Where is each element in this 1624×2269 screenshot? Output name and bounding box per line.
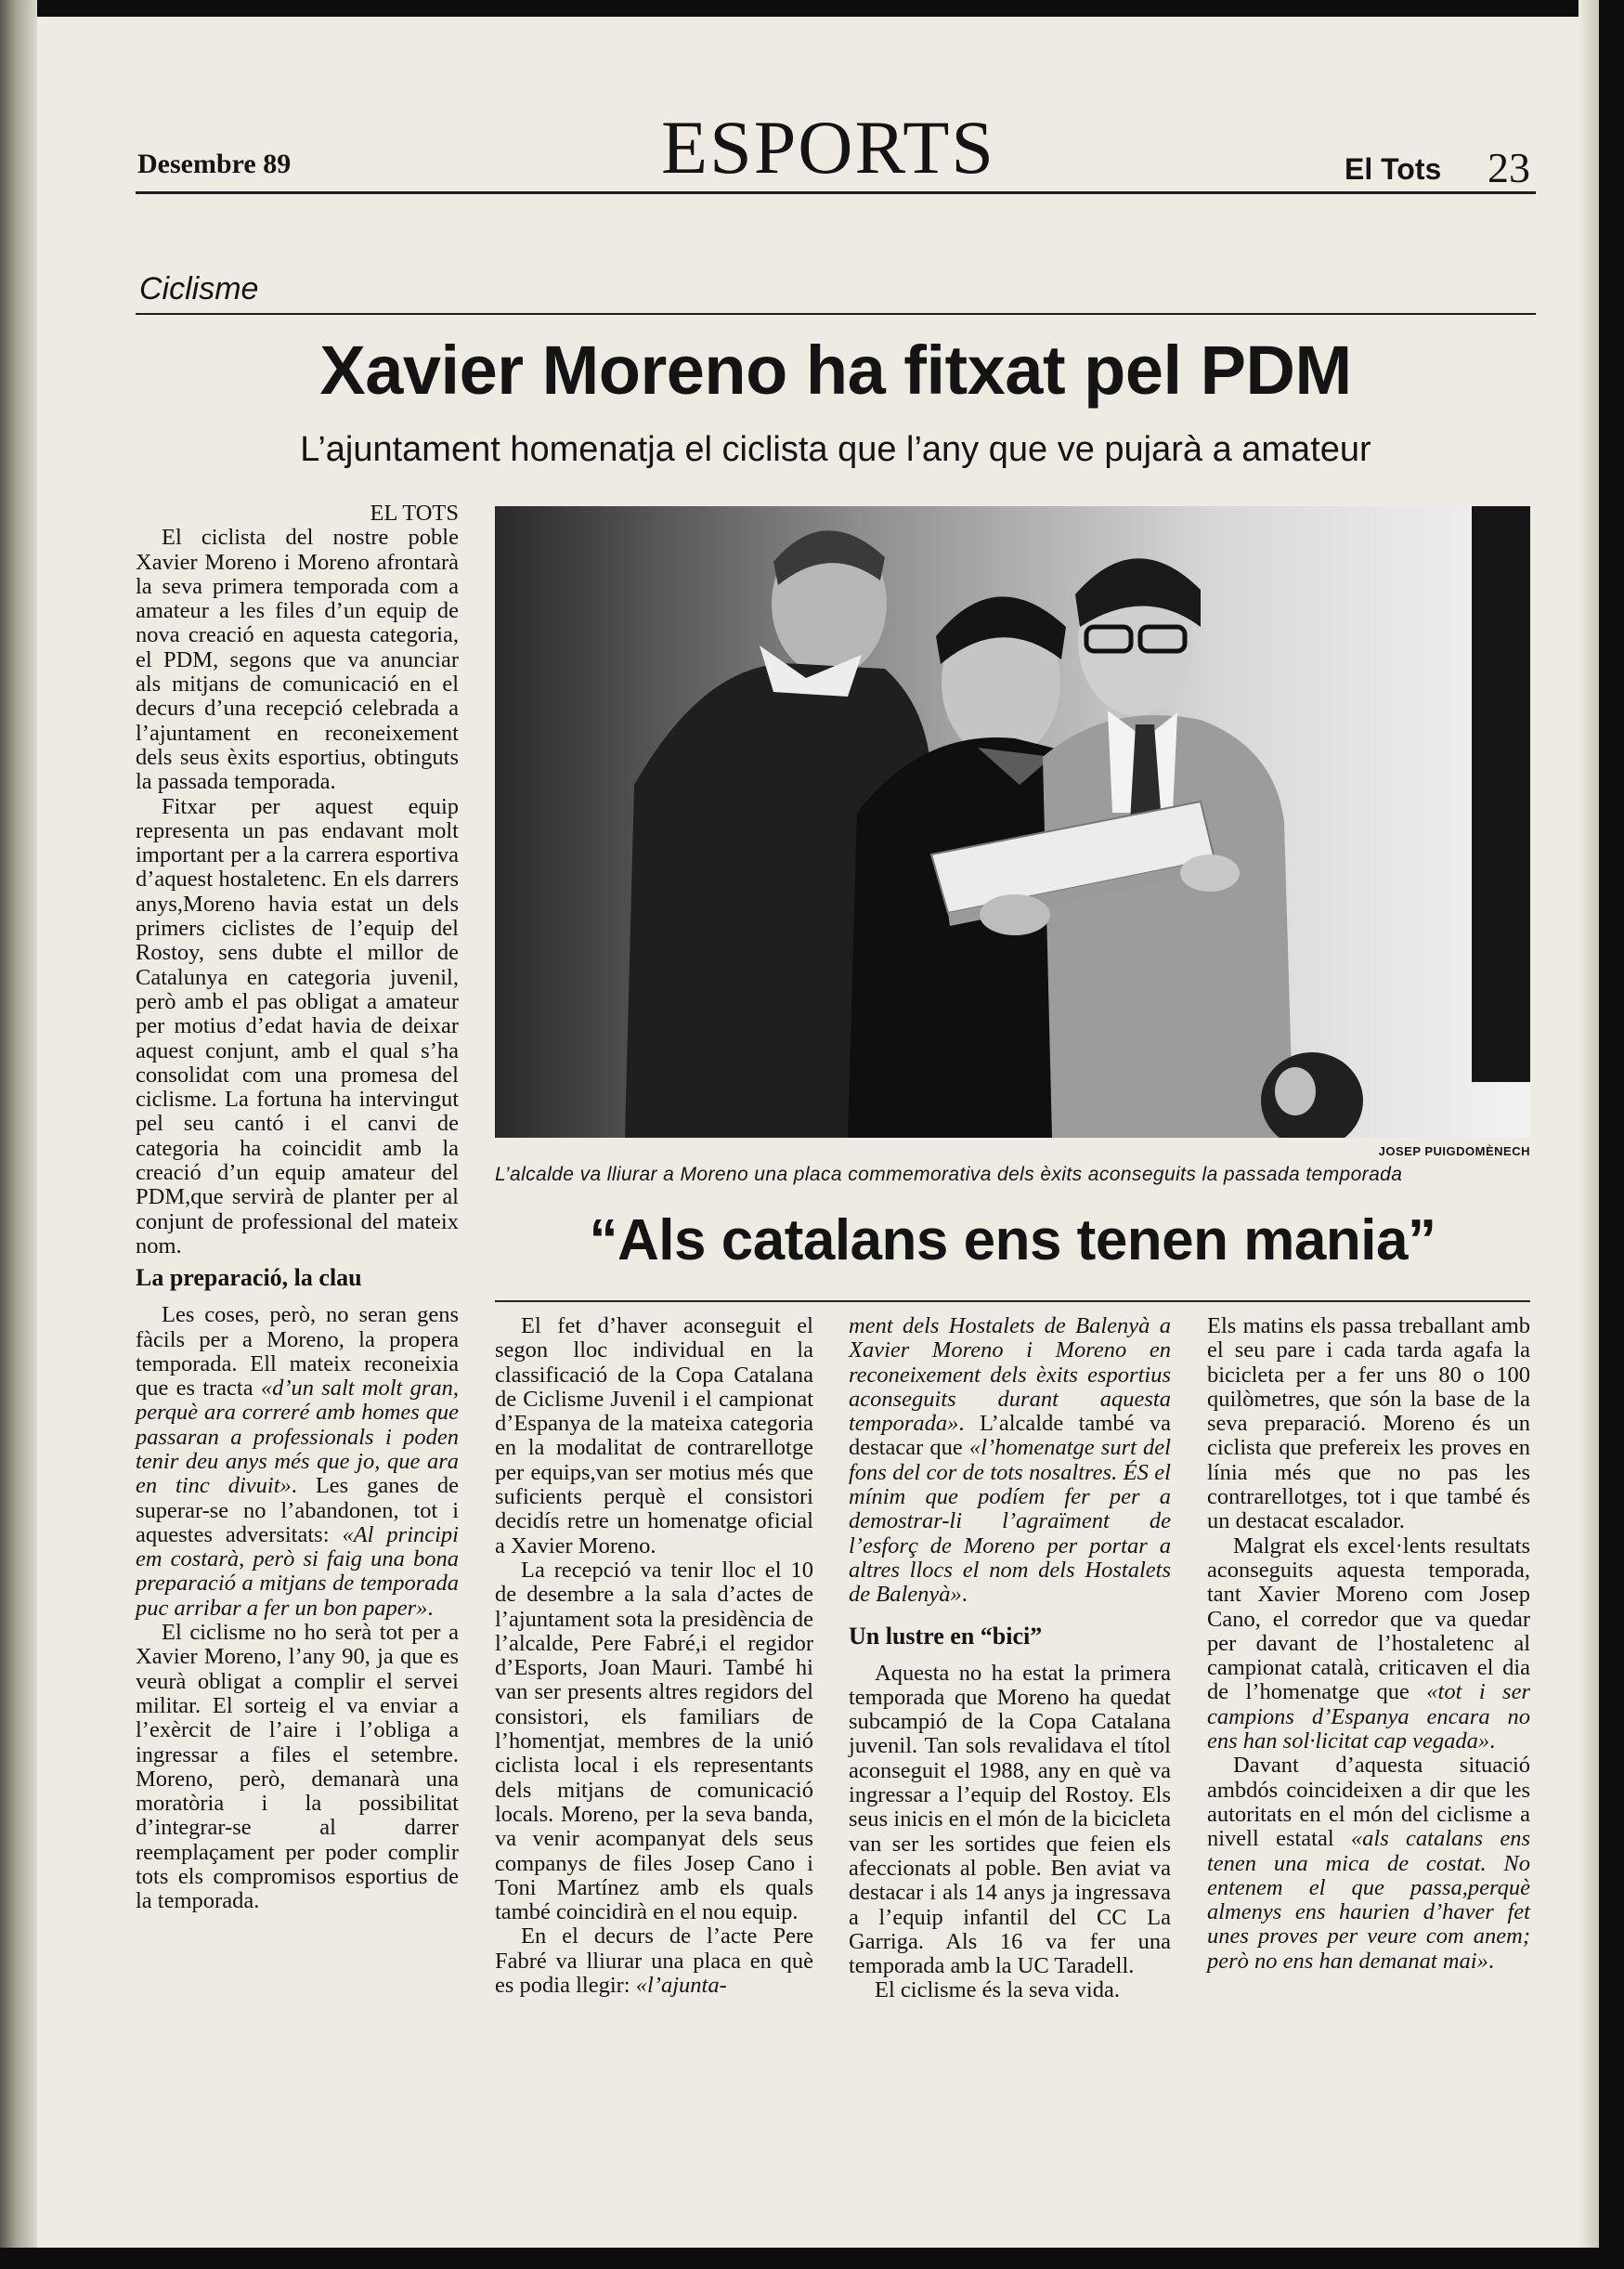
section-title: ESPORTS: [661, 105, 995, 189]
paragraph: El fet d’haver aconseguit el segon lloc individual en la classificació de la Copa Catalana de Ciclisme Juvenil i el campionat d’Espanya de la mateixa categoria en la modalitat de contrarellotge per equips,van ser motius més que suficients perquè el consistori decidís retre un homenatge oficial a Xavier Moreno.: [495, 1313, 813, 1558]
article-column-1: [136, 502, 459, 1914]
scan-border-top: [0, 0, 1624, 17]
paragraph: Les coses, però, no seran gens fàcils per a Moreno, la propera temporada. Ell mateix reconeixia que es tracta «d’un salt molt gran, perquè ara correré amb homes que passaran a professionals i poden tenir deu anys més que jo, que ara en tinc divuit». Les ganes de superar-se no l’abandonen, tot i aquestes adversitats: «Al principi em costarà, però si faig una bona preparació a mitjans de temporada puc arribar a fer un bon paper».: [136, 1302, 459, 1621]
paragraph: Fitxar per aquest equip representa un pas endavant molt important per a la carrera esportiva d’aquest hostaletenc. En els darrers anys,Moreno havia estat un dels primers ciclistes de l’equip del Rostoy, sens dubte el millor de Catalunya en categoria juvenil, però amb el pas obligat a amateur per motius d’edat havia de deixar aquest conjunt, amb el qual s’ha consolidat com una promesa del ciclisme. La fortuna ha intervingut pel seu cantó i el canvi de categoria ha coincidit amb la creació d’un equip amateur del PDM,que servirà de planter per al conjunt de professional del mateix nom.: [136, 793, 459, 1258]
paragraph: En el decurs de l’acte Pere Fabré va lliurar una placa en què es podia llegir: «l’ajunta-: [495, 1923, 813, 1999]
headline: Xavier Moreno ha fitxat pel PDM: [319, 332, 1352, 409]
header-rule: [136, 191, 1536, 194]
photo-credit: JOSEP PUIGDOMÈNECH: [1378, 1144, 1530, 1158]
quote: «als catalans ens tenen una mica de costat. No entenem el que passa,perquè almenys ens haurien d’haver fet unes proves per veure com anem; però no ens han demanat mai»: [1207, 1826, 1530, 1974]
paragraph: El ciclista del nostre poble Xavier Moreno i Moreno afrontarà la seva primera temporada com a amateur a les files d’un equip de nova creació en aquesta categoria, el PDM, segons que va anunciar als mitjans de comunicació en el decurs d’una recepció celebrada a l’ajuntament en reconeixement dels seus èxits esportius, obtinguts la passada temporada.: [136, 525, 459, 795]
paragraph: Malgrat els excel·lents resultats aconseguits aquesta temporada, tant Xavier Moreno com Josep Cano, el corredor que va quedar per davant de l’hostaletenc al campionat català, criticaven el dia de l’homenatge que «tot i ser campions d’Espanya encara no ens han sol·licitat cap vegada».: [1207, 1532, 1530, 1754]
photo-caption: L’alcalde va lliurar a Moreno una placa commemorativa dels èxits aconseguits la passada temporada: [495, 1164, 1403, 1185]
paragraph: Els matins els passa treballant amb el seu pare i cada tarda agafa la bicicleta per a fer uns 80 o 100 quilòmetres, que són la base de la seva preparació. Moreno és un ciclista que prefereix les proves en línia més que no pas les contrarellotges, tot i que també és un destacat escalador.: [1207, 1313, 1530, 1534]
pull-quote-headline: “Als catalans ens tenen mania”: [589, 1208, 1436, 1272]
quote: «d’un salt molt gran, perquè ara correré amb homes que passaran a professionals i poden tenir deu anys més que jo, que ara en tinc divuit»: [136, 1376, 459, 1499]
kicker-rule: [136, 313, 1536, 315]
article-column-3: [849, 1314, 1171, 2003]
scan-border-right: [1599, 0, 1624, 2269]
paragraph: Davant d’aquesta situació ambdós coincideixen a dir que les autoritats en el món del ciclisme a nivell estatal «als catalans ens tenen una mica de costat. No entenem el que passa,perquè almenys ens haurien d’haver fet unes proves per veure com anem; però no ens han demanat mai».: [1207, 1753, 1530, 1974]
article-column-2: [495, 1314, 813, 1998]
binding-spine: [0, 0, 37, 2269]
paragraph: El ciclisme és la seva vida.: [875, 1977, 1120, 2003]
subheading: La preparació, la clau: [136, 1264, 362, 1292]
quote: ment dels Hostalets de Balenyà a Xavier Moreno i Moreno en reconeixement dels èxits esportius aconseguits durant aquesta temporada»: [849, 1313, 1171, 1437]
quote: «tot i ser campions d’Espanya encara no ens han sol·licitat cap vegada»: [1207, 1679, 1530, 1754]
paragraph: La recepció va tenir lloc el 10 de desembre a la sala d’actes de l’ajuntament sota la presidència de l’alcalde, Pere Fabré,i el regidor d’Esports, Joan Mauri. També hi van ser presents altres regidors del consistori, els familiars de l’homentjat, membres de la unió ciclista local i els representants dels mitjans de comunicació locals. Moreno, per la seva banda, va venir acompanyat dels seus companys de files Josep Cano i Toni Martínez amb els quals també coincidirà en el nou equip.: [495, 1557, 813, 1925]
publication-name: El Tots: [1345, 152, 1442, 186]
scan-border-bottom: [0, 2248, 1624, 2269]
quote: «Al principi em costarà, però si faig una bona preparació a mitjans de temporada puc arribar a fer un bon paper»: [136, 1521, 459, 1621]
paragraph: El ciclisme no ho serà tot per a Xavier Moreno, l’any 90, ja que es veurà obligat a complir el servei militar. El sorteig el va enviar a l’exèrcit de l’aire i l’obliga a ingressar a files el setembre. Moreno, però, demanarà una moratòria i la possibilitat d’integrar-se al darrer reemplaçament per poder complir tots els compromisos esportius de la temporada.: [136, 1620, 459, 1914]
article-photo: [495, 506, 1530, 1138]
quote: «l’ajunta-: [635, 1973, 727, 1999]
subheading: Un lustre en “bici”: [849, 1622, 1043, 1650]
paragraph: Aquesta no ha estat la primera temporada que Moreno ha quedat subcampió de la Copa Catalana juvenil. Tan sols revalidava el títol aconseguit el 1988, any en què va ingressar a l’equip del Rostoy. Els seus inicis en el món de la bicicleta van ser les sortides que feien els afeccionats al poble. Ben aviat va destacar i als 14 anys ja ingressava a l’equip infantil del CC La Garriga. Als 16 va fer una temporada amb la UC Taradell.: [849, 1660, 1171, 1979]
kicker: Ciclisme: [139, 271, 259, 306]
paragraph: ment dels Hostalets de Balenyà a Xavier Moreno i Moreno en reconeixement dels èxits esportius aconseguits durant aquesta temporada». L’alcalde també va destacar que «l’homenatge surt del fons del cor de tots nosaltres. ÉS el mínim que podíem fer per a demostrar-li l’agraïment de l’esforç de Moreno per portar a altres llocs el nom dels Hostalets de Balenyà».: [849, 1313, 1171, 1608]
subheadline: L’ajuntament homenatja el ciclista que l’any que ve pujarà a amateur: [300, 430, 1371, 469]
article-column-4: [1207, 1314, 1530, 1974]
pull-quote-rule: [495, 1300, 1530, 1302]
page-number: 23: [1488, 144, 1530, 191]
quote: «l’homenatge surt del fons del cor de tots nosaltres. ÉS el mínim que podíem fer per a demostrar-li l’agraïment de l’esforç de Moreno per portar a altres llocs el nom dels Hostalets de Balenyà»: [849, 1435, 1171, 1608]
page-edge-shadow: [1579, 0, 1599, 2269]
byline: EL TOTS: [370, 501, 459, 526]
issue-date: Desembre 89: [137, 149, 292, 179]
